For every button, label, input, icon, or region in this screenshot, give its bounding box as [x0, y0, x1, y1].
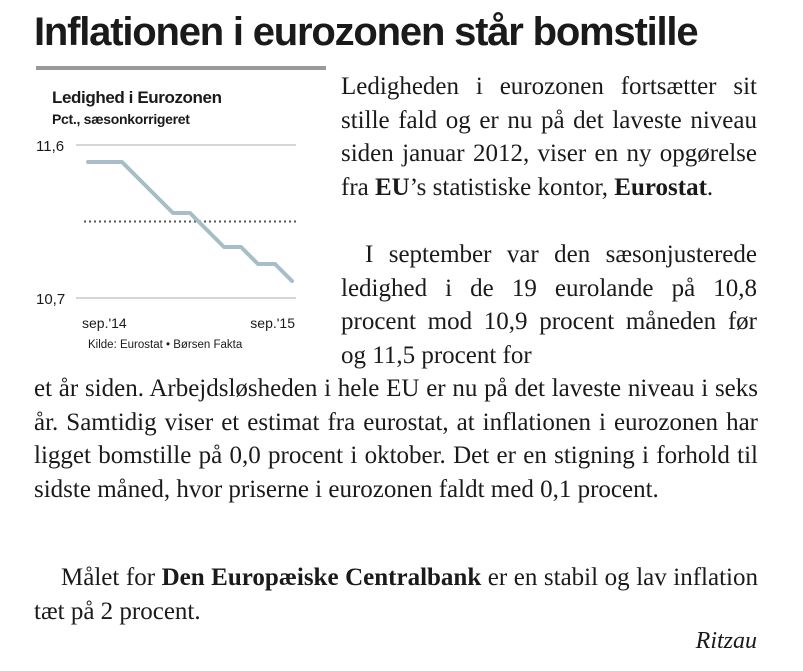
- data-point: [155, 195, 158, 198]
- data-point: [138, 178, 141, 181]
- byline: Ritzau: [695, 628, 757, 654]
- data-point: [121, 161, 124, 164]
- chart-subtitle: Pct., sæsonkorrigeret: [52, 111, 190, 127]
- paragraph-3-text-end: er en stabil og lav inflation tæt på 2 procent.: [34, 564, 758, 625]
- data-point: [223, 246, 226, 249]
- data-point: [291, 280, 294, 283]
- headline: Inflationen i eurozonen står bomstille: [34, 10, 698, 54]
- x-tick-label-start: sep.'14: [82, 315, 127, 331]
- chart-source: Kilde: Eurostat • Børsen Fakta: [88, 339, 243, 351]
- bold-entity: Eurostat: [614, 173, 707, 201]
- x-tick-label-end: sep.'15: [250, 315, 295, 331]
- article-paragraph-2-part-1: I september var den sæsonjusterede ledighed i de 19 eurolande på 10,8 procent mod 10,9 procent måneden før og 11,5 procent for: [341, 241, 757, 369]
- data-point: [274, 263, 277, 266]
- chart-plot: [30, 66, 330, 366]
- data-point: [104, 161, 107, 164]
- data-point: [240, 246, 243, 249]
- chart: [30, 66, 330, 366]
- paragraph-1-text: ’s statistiske kontor,: [409, 173, 615, 201]
- article-paragraph-2-part-2: et år siden. Arbejdsløsheden i hele EU er nu på det laveste niveau i seks år. Samtidig viser et estimat fra eurostat, at inflationen i eurozonen har ligget bomstille på 0,0 procent i oktober. Det er en stigning i forhold til sidste måned, hvor priserne i eurozonen faldt med 0,1 procent.: [34, 375, 758, 503]
- data-point: [87, 161, 90, 164]
- paragraph-3-text-start: Målet for: [61, 564, 162, 591]
- data-point: [206, 229, 209, 232]
- data-point: [189, 212, 192, 215]
- ecb-name: Den Europæiske Centralbank: [161, 564, 482, 591]
- data-point: [257, 263, 260, 266]
- bold-entity: EU: [375, 173, 410, 201]
- paragraph-1-text: .: [706, 173, 714, 201]
- data-point: [172, 212, 175, 215]
- article-paragraph-1: [341, 70, 757, 204]
- article-paragraph-3: [34, 561, 758, 628]
- y-tick-label-bottom: 10,7: [36, 291, 66, 308]
- paragraph-1-text: Ledigheden i eurozonen fortsætter sit stille fald og er nu på det laveste niveau siden januar 2012, viser en ny opgørelse fra: [341, 73, 757, 201]
- chart-title: Ledighed i Eurozonen: [52, 88, 222, 107]
- y-tick-label-top: 11,6: [36, 138, 65, 155]
